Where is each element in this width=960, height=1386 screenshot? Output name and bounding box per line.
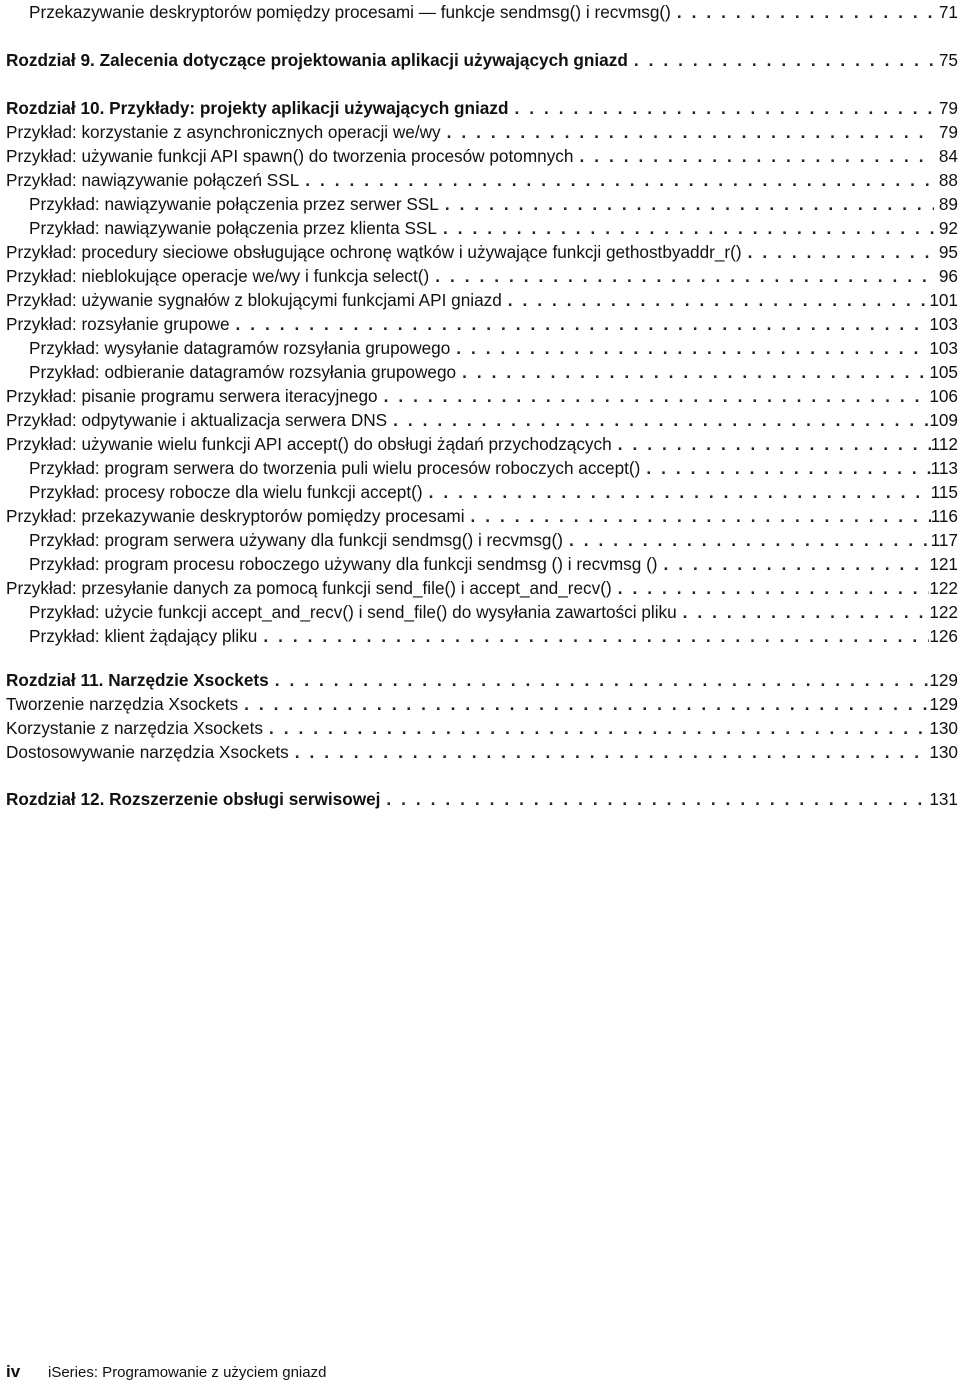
- toc-entry-page: 126: [929, 626, 958, 646]
- toc-entry-title: Rozdział 11. Narzędzie Xsockets: [6, 670, 269, 690]
- toc-entry-page: 122: [929, 578, 958, 598]
- toc-entry[interactable]: [6, 120, 958, 144]
- toc-dot-leader: [238, 692, 929, 716]
- page-footer: [6, 1362, 326, 1386]
- toc-dot-leader: [465, 504, 931, 528]
- toc-entry-title: Przykład: przesyłanie danych za pomocą funkcji send_file() i accept_and_recv(): [6, 578, 612, 598]
- toc-entry[interactable]: [6, 240, 958, 264]
- toc-dot-leader: [508, 96, 934, 120]
- toc-dot-leader: [563, 528, 931, 552]
- toc-entry-title: Przykład: rozsyłanie grupowe: [6, 314, 230, 334]
- toc-entry-title: Przykład: używanie sygnałów z blokującymi funkcjami API gniazd: [6, 290, 502, 310]
- toc-entry-page: 103: [929, 338, 958, 358]
- toc-dot-leader: [502, 288, 930, 312]
- toc-dot-leader: [456, 360, 929, 384]
- toc-entry[interactable]: [6, 528, 958, 552]
- toc-entry-title: Przykład: odbieranie datagramów rozsyłania grupowego: [29, 362, 457, 382]
- toc-entry-title: Korzystanie z narzędzia Xsockets: [6, 718, 263, 738]
- toc-entry-title: Przykład: korzystanie z asynchronicznych operacji we/wy: [6, 122, 441, 142]
- toc-entry-title: Rozdział 9. Zalecenia dotyczące projektowania aplikacji używających gniazd: [6, 50, 628, 70]
- toc-chapter-entry[interactable]: [6, 48, 958, 72]
- toc-entry-page: 103: [929, 314, 958, 334]
- toc-entry-title: Tworzenie narzędzia Xsockets: [6, 694, 239, 714]
- toc-entry[interactable]: [6, 336, 958, 360]
- toc-entry-page: 101: [929, 290, 958, 310]
- toc-entry-title: Przykład: nawiązywanie połączenia przez serwer SSL: [29, 194, 439, 214]
- toc-chapter-entry[interactable]: [6, 668, 958, 692]
- toc-dot-leader: [628, 48, 934, 72]
- toc-entry-page: 130: [929, 742, 958, 762]
- toc-dot-leader: [387, 408, 929, 432]
- toc-entry[interactable]: [6, 168, 958, 192]
- toc-dot-leader: [612, 576, 930, 600]
- toc-dot-leader: [439, 192, 934, 216]
- toc-dot-leader: [380, 787, 929, 811]
- toc-entry[interactable]: [6, 192, 958, 216]
- toc-entry-title: Przekazywanie deskryptorów pomiędzy procesami — funkcje sendmsg() i recvmsg(): [29, 2, 671, 22]
- toc-dot-leader: [573, 144, 934, 168]
- toc-entry-title: Rozdział 12. Rozszerzenie obsługi serwisowej: [6, 789, 381, 809]
- toc-entry-title: Przykład: użycie funkcji accept_and_recv() i send_file() do wysyłania zawartości pliku: [29, 602, 677, 622]
- toc-entry-page: 112: [930, 434, 958, 454]
- toc-entry-title: Dostosowywanie narzędzia Xsockets: [6, 742, 289, 762]
- toc-entry-page: 105: [929, 362, 958, 382]
- toc-entry-page: 131: [929, 789, 958, 809]
- toc-entry[interactable]: [6, 480, 958, 504]
- toc-entry-page: 88: [938, 170, 958, 190]
- toc-entry-title: Przykład: procedury sieciowe obsługujące ochronę wątków i używające funkcji gethostbyaddr_r(): [6, 242, 742, 262]
- toc-dot-leader: [230, 312, 930, 336]
- toc-chapter-entry[interactable]: [6, 96, 958, 120]
- toc-entry-title: Przykład: procesy robocze dla wielu funkcji accept(): [29, 482, 423, 502]
- page-number: iv: [6, 1362, 21, 1381]
- toc-dot-leader: [450, 336, 929, 360]
- footer-book-title: iSeries: Programowanie z użyciem gniazd: [48, 1364, 327, 1381]
- toc-entry-title: Przykład: używanie wielu funkcji API accept() do obsługi żądań przychodzących: [6, 434, 612, 454]
- toc-entry[interactable]: [6, 0, 958, 24]
- toc-entry-title: Przykład: używanie funkcji API spawn() do tworzenia procesów potomnych: [6, 146, 574, 166]
- toc-entry-page: 96: [938, 266, 958, 286]
- toc-chapter-entry[interactable]: [6, 787, 958, 811]
- toc-entry-title: Przykład: odpytywanie i aktualizacja serwera DNS: [6, 410, 388, 430]
- toc-entry-page: 79: [938, 98, 958, 118]
- toc-entry[interactable]: [6, 624, 958, 648]
- toc-dot-leader: [429, 264, 934, 288]
- toc-dot-leader: [437, 216, 934, 240]
- toc-entry[interactable]: [6, 456, 958, 480]
- toc-entry-title: Przykład: nieblokujące operacje we/wy i funkcja select(): [6, 266, 430, 286]
- toc-entry-page: 113: [930, 458, 958, 478]
- toc-entry-title: Przykład: program serwera do tworzenia puli wielu procesów roboczych accept(): [29, 458, 641, 478]
- toc-dot-leader: [671, 0, 934, 24]
- toc-dot-leader: [378, 384, 930, 408]
- toc-entry[interactable]: [6, 384, 958, 408]
- toc-entry-page: 71: [938, 2, 958, 22]
- toc-entry-page: 109: [929, 410, 958, 430]
- toc-entry-page: 117: [930, 530, 958, 550]
- toc-dot-leader: [441, 120, 934, 144]
- toc-entry-page: 75: [938, 50, 958, 70]
- toc-entry[interactable]: [6, 408, 958, 432]
- toc-entry-page: 121: [929, 554, 958, 574]
- toc-entry[interactable]: [6, 360, 958, 384]
- toc-entry[interactable]: [6, 504, 958, 528]
- toc-dot-leader: [263, 716, 929, 740]
- toc-dot-leader: [640, 456, 930, 480]
- toc-dot-leader: [289, 740, 930, 764]
- toc-entry[interactable]: [6, 432, 958, 456]
- toc-entry-title: Rozdział 10. Przykłady: projekty aplikacji używających gniazd: [6, 98, 509, 118]
- toc-entry-page: 122: [929, 602, 958, 622]
- toc-entry-page: 84: [938, 146, 958, 166]
- toc-dot-leader: [299, 168, 934, 192]
- toc-entry[interactable]: [6, 552, 958, 576]
- toc-entry-page: 89: [938, 194, 958, 214]
- toc-entry[interactable]: [6, 600, 958, 624]
- toc-entry[interactable]: [6, 716, 958, 740]
- toc-entry-title: Przykład: nawiązywanie połączeń SSL: [6, 170, 300, 190]
- toc-entry-page: 95: [938, 242, 958, 262]
- toc-entry[interactable]: [6, 312, 958, 336]
- toc-entry-page: 92: [938, 218, 958, 238]
- toc-dot-leader: [423, 480, 931, 504]
- toc-entry-title: Przykład: program procesu roboczego używany dla funkcji sendmsg () i recvmsg (): [29, 554, 658, 574]
- toc-entry[interactable]: [6, 288, 958, 312]
- toc-entry-page: 115: [930, 482, 958, 502]
- toc-dot-leader: [269, 668, 930, 692]
- toc-entry-page: 79: [938, 122, 958, 142]
- toc-entry-page: 130: [929, 718, 958, 738]
- toc-entry[interactable]: [6, 576, 958, 600]
- toc-entry-page: 106: [929, 386, 958, 406]
- toc-entry-title: Przykład: wysyłanie datagramów rozsyłania grupowego: [29, 338, 451, 358]
- toc-dot-leader: [257, 624, 929, 648]
- toc-entry-page: 116: [930, 506, 958, 526]
- toc-entry[interactable]: [6, 216, 958, 240]
- toc-entry[interactable]: [6, 740, 958, 764]
- toc-entry[interactable]: [6, 264, 958, 288]
- toc-entry-title: Przykład: program serwera używany dla funkcji sendmsg() i recvmsg(): [29, 530, 563, 550]
- toc-entry-page: 129: [929, 670, 958, 690]
- toc-entry-title: Przykład: przekazywanie deskryptorów pomiędzy procesami: [6, 506, 465, 526]
- toc-entry-title: Przykład: klient żądający pliku: [29, 626, 258, 646]
- toc-dot-leader: [677, 600, 930, 624]
- toc-entry[interactable]: [6, 144, 958, 168]
- toc-dot-leader: [742, 240, 934, 264]
- toc-dot-leader: [612, 432, 931, 456]
- toc-entry[interactable]: [6, 692, 958, 716]
- toc-dot-leader: [658, 552, 930, 576]
- toc-entry-title: Przykład: nawiązywanie połączenia przez klienta SSL: [29, 218, 437, 238]
- toc-entry-title: Przykład: pisanie programu serwera iteracyjnego: [6, 386, 378, 406]
- toc-entry-page: 129: [929, 694, 958, 714]
